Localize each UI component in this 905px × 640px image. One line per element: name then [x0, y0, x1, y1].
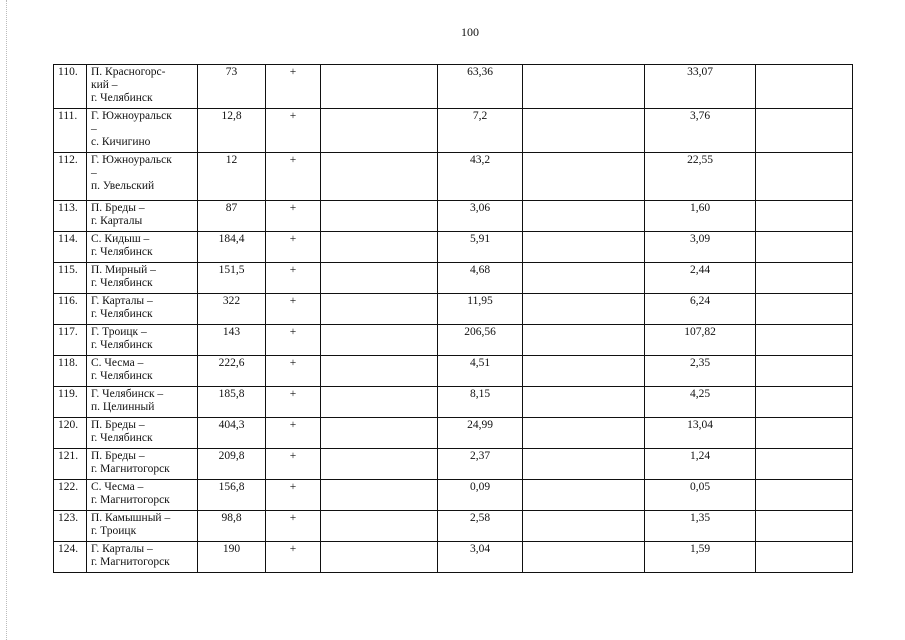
value-2: 1,59: [645, 542, 756, 573]
route-name: Г. Троицк – г. Челябинск: [87, 325, 198, 356]
empty-cell: [756, 449, 853, 480]
empty-cell: [756, 65, 853, 109]
empty-cell: [321, 109, 438, 153]
plus-mark: +: [266, 263, 321, 294]
plus-mark: +: [266, 325, 321, 356]
distance-value: 322: [198, 294, 266, 325]
value-1: 3,06: [438, 201, 523, 232]
plus-mark: +: [266, 65, 321, 109]
empty-cell: [523, 418, 645, 449]
row-number: 117.: [54, 325, 87, 356]
empty-cell: [756, 387, 853, 418]
table-row: [54, 511, 853, 542]
distance-value: 12,8: [198, 109, 266, 153]
empty-cell: [523, 325, 645, 356]
plus-mark: +: [266, 232, 321, 263]
empty-cell: [756, 201, 853, 232]
plus-mark: +: [266, 201, 321, 232]
empty-cell: [321, 387, 438, 418]
table-row: [54, 65, 853, 109]
row-number: 123.: [54, 511, 87, 542]
row-number: 116.: [54, 294, 87, 325]
empty-cell: [523, 201, 645, 232]
table-row: [54, 387, 853, 418]
empty-cell: [523, 109, 645, 153]
plus-mark: +: [266, 511, 321, 542]
row-number: 113.: [54, 201, 87, 232]
route-name: П. Бреды – г. Карталы: [87, 201, 198, 232]
plus-mark: +: [266, 542, 321, 573]
distance-value: 185,8: [198, 387, 266, 418]
route-name: Г. Южноуральск – с. Кичигино: [87, 109, 198, 153]
value-1: 2,37: [438, 449, 523, 480]
row-number: 124.: [54, 542, 87, 573]
distance-value: 222,6: [198, 356, 266, 387]
value-2: 4,25: [645, 387, 756, 418]
empty-cell: [321, 480, 438, 511]
value-1: 63,36: [438, 65, 523, 109]
empty-cell: [756, 480, 853, 511]
table-row: [54, 232, 853, 263]
value-1: 24,99: [438, 418, 523, 449]
empty-cell: [756, 153, 853, 201]
value-2: 3,76: [645, 109, 756, 153]
empty-cell: [756, 418, 853, 449]
empty-cell: [321, 356, 438, 387]
value-2: 3,09: [645, 232, 756, 263]
empty-cell: [523, 542, 645, 573]
routes-table-body: [54, 65, 853, 573]
value-2: 1,35: [645, 511, 756, 542]
empty-cell: [756, 294, 853, 325]
empty-cell: [321, 511, 438, 542]
value-2: 107,82: [645, 325, 756, 356]
value-1: 206,56: [438, 325, 523, 356]
table-row: [54, 263, 853, 294]
distance-value: 98,8: [198, 511, 266, 542]
empty-cell: [756, 232, 853, 263]
value-1: 7,2: [438, 109, 523, 153]
value-1: 5,91: [438, 232, 523, 263]
row-number: 112.: [54, 153, 87, 201]
table-row: [54, 542, 853, 573]
row-number: 119.: [54, 387, 87, 418]
empty-cell: [321, 449, 438, 480]
table-row: [54, 449, 853, 480]
empty-cell: [321, 232, 438, 263]
value-1: 11,95: [438, 294, 523, 325]
empty-cell: [523, 356, 645, 387]
empty-cell: [321, 325, 438, 356]
table-row: [54, 356, 853, 387]
page-number: 100: [461, 25, 479, 39]
value-2: 2,35: [645, 356, 756, 387]
value-2: 2,44: [645, 263, 756, 294]
distance-value: 156,8: [198, 480, 266, 511]
route-name: П. Камышный – г. Троицк: [87, 511, 198, 542]
distance-value: 151,5: [198, 263, 266, 294]
empty-cell: [523, 449, 645, 480]
row-number: 120.: [54, 418, 87, 449]
plus-mark: +: [266, 418, 321, 449]
plus-mark: +: [266, 356, 321, 387]
value-1: 3,04: [438, 542, 523, 573]
empty-cell: [756, 263, 853, 294]
route-name: Г. Южноуральск – п. Увельский: [87, 153, 198, 201]
empty-cell: [756, 511, 853, 542]
empty-cell: [523, 387, 645, 418]
empty-cell: [523, 263, 645, 294]
route-name: Г. Карталы – г. Магнитогорск: [87, 542, 198, 573]
table-row: [54, 201, 853, 232]
distance-value: 73: [198, 65, 266, 109]
empty-cell: [523, 153, 645, 201]
value-2: 0,05: [645, 480, 756, 511]
empty-cell: [756, 542, 853, 573]
empty-cell: [523, 294, 645, 325]
table-row: [54, 480, 853, 511]
plus-mark: +: [266, 153, 321, 201]
value-1: 8,15: [438, 387, 523, 418]
row-number: 121.: [54, 449, 87, 480]
distance-value: 209,8: [198, 449, 266, 480]
table-row: [54, 153, 853, 201]
route-name: Г. Карталы – г. Челябинск: [87, 294, 198, 325]
plus-mark: +: [266, 294, 321, 325]
row-number: 118.: [54, 356, 87, 387]
value-1: 43,2: [438, 153, 523, 201]
empty-cell: [756, 109, 853, 153]
row-number: 122.: [54, 480, 87, 511]
distance-value: 404,3: [198, 418, 266, 449]
route-name: П. Красногорс- кий – г. Челябинск: [87, 65, 198, 109]
empty-cell: [321, 542, 438, 573]
empty-cell: [321, 153, 438, 201]
scan-left-edge-rule: [6, 0, 7, 640]
distance-value: 12: [198, 153, 266, 201]
table-row: [54, 418, 853, 449]
distance-value: 143: [198, 325, 266, 356]
value-2: 33,07: [645, 65, 756, 109]
empty-cell: [321, 201, 438, 232]
route-name: П. Бреды – г. Магнитогорск: [87, 449, 198, 480]
distance-value: 87: [198, 201, 266, 232]
plus-mark: +: [266, 109, 321, 153]
plus-mark: +: [266, 449, 321, 480]
value-2: 6,24: [645, 294, 756, 325]
empty-cell: [523, 480, 645, 511]
route-name: П. Мирный – г. Челябинск: [87, 263, 198, 294]
plus-mark: +: [266, 387, 321, 418]
table-row: [54, 325, 853, 356]
row-number: 115.: [54, 263, 87, 294]
plus-mark: +: [266, 480, 321, 511]
empty-cell: [523, 511, 645, 542]
value-1: 4,51: [438, 356, 523, 387]
route-name: С. Чесма – г. Челябинск: [87, 356, 198, 387]
value-2: 13,04: [645, 418, 756, 449]
row-number: 111.: [54, 109, 87, 153]
empty-cell: [756, 356, 853, 387]
route-name: С. Чесма – г. Магнитогорск: [87, 480, 198, 511]
distance-value: 184,4: [198, 232, 266, 263]
table-row: [54, 294, 853, 325]
empty-cell: [321, 294, 438, 325]
empty-cell: [523, 232, 645, 263]
route-name: Г. Челябинск – п. Целинный: [87, 387, 198, 418]
distance-value: 190: [198, 542, 266, 573]
row-number: 114.: [54, 232, 87, 263]
table-row: [54, 109, 853, 153]
routes-table: [53, 64, 853, 573]
value-2: 22,55: [645, 153, 756, 201]
value-1: 2,58: [438, 511, 523, 542]
empty-cell: [756, 325, 853, 356]
empty-cell: [321, 65, 438, 109]
empty-cell: [321, 263, 438, 294]
route-name: С. Кидыш – г. Челябинск: [87, 232, 198, 263]
row-number: 110.: [54, 65, 87, 109]
route-name: П. Бреды – г. Челябинск: [87, 418, 198, 449]
value-2: 1,24: [645, 449, 756, 480]
value-2: 1,60: [645, 201, 756, 232]
value-1: 4,68: [438, 263, 523, 294]
empty-cell: [523, 65, 645, 109]
value-1: 0,09: [438, 480, 523, 511]
empty-cell: [321, 418, 438, 449]
